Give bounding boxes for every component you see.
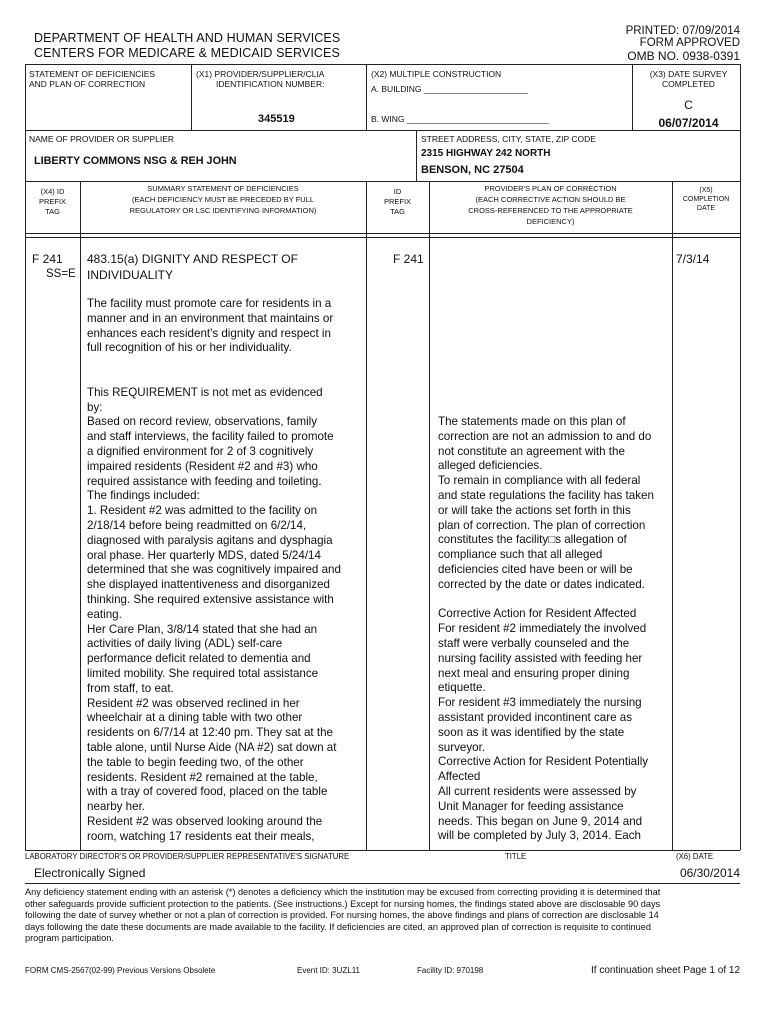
page-number: If continuation sheet Page 1 of 12 bbox=[591, 965, 740, 976]
scope-severity: SS=E bbox=[46, 268, 76, 280]
id-header-3: TAG bbox=[390, 207, 405, 216]
agency-title: CENTERS FOR MEDICARE & MEDICAID SERVICES bbox=[34, 46, 340, 60]
column-header-divider bbox=[25, 233, 740, 234]
x1-label-2: IDENTIFICATION NUMBER: bbox=[216, 79, 325, 89]
survey-code: C bbox=[684, 98, 693, 112]
address-divider bbox=[416, 130, 417, 181]
x4-header-2: PREFIX bbox=[38, 197, 67, 206]
signature-top-border bbox=[25, 850, 740, 851]
plan-tag: F 241 bbox=[393, 252, 424, 266]
disclaimer-text: Any deficiency statement ending with an asterisk (*) denotes a deficiency which the institution may be excused from correcting providing it is determined that other safeguards provide sufficient protection to the patients. (See instructions.) Except for nursing homes, the findings stated above are disclosable 90 days following the date of survey whether or not a plan of correction is provided. For nursing homes, the above findings and plans of correction are disclosable 14 days following the date these documents are made available to the facility. If deficiencies are cited, an approved plan of correction is requisite to continued program participation. bbox=[25, 887, 661, 944]
x4-column-divider bbox=[80, 181, 81, 850]
form-approved: FORM APPROVED bbox=[639, 37, 740, 49]
plan-header-4: DEFICIENCY) bbox=[526, 217, 575, 226]
x5-header-3: DATE bbox=[696, 205, 716, 212]
survey-date: 06/07/2014 bbox=[658, 116, 719, 130]
statement-label-1: STATEMENT OF DEFICIENCIES bbox=[29, 69, 156, 79]
form-number: FORM CMS-2567(02-99) Previous Versions Obsolete bbox=[25, 966, 216, 975]
x3-label-2: COMPLETED bbox=[662, 79, 715, 89]
completion-date: 7/3/14 bbox=[676, 252, 710, 266]
deficiency-tag: F 241 bbox=[32, 252, 63, 266]
title-label: TITLE bbox=[505, 852, 527, 861]
signature-label: LABORATORY DIRECTOR'S OR PROVIDER/SUPPLIER REPRESENTATIVE'S SIGNATURE bbox=[25, 852, 350, 861]
address-line-2: BENSON, NC 27504 bbox=[421, 164, 524, 176]
right-border bbox=[740, 64, 741, 850]
summary-header-3: REGULATORY OR LSC IDENTIFYING INFORMATION) bbox=[129, 206, 317, 215]
wing-field: B. WING ______________________________ bbox=[371, 114, 549, 124]
x3-divider bbox=[632, 64, 633, 130]
printed-date: PRINTED: 07/09/2014 bbox=[625, 25, 740, 37]
x2-divider bbox=[366, 64, 367, 130]
signature-bottom-border bbox=[25, 883, 740, 884]
id-header-2: PREFIX bbox=[383, 197, 412, 206]
id-header-1: ID bbox=[393, 187, 402, 196]
plan-header-3: CROSS-REFERENCED TO THE APPROPRIATE bbox=[468, 206, 633, 215]
x1-divider bbox=[191, 64, 192, 130]
deficiency-title-2: INDIVIDUALITY bbox=[87, 268, 174, 282]
column-header-divider-2 bbox=[25, 237, 740, 238]
plan-header-2: (EACH CORRECTIVE ACTION SHOULD BE bbox=[475, 195, 626, 204]
statement-label-2: AND PLAN OF CORRECTION bbox=[29, 79, 146, 89]
provider-id-number: 345519 bbox=[258, 113, 295, 125]
address-line-1: 2315 HIGHWAY 242 NORTH bbox=[421, 148, 551, 159]
summary-statement: The facility must promote care for residents in a manner and in an environment that maintains or enhances each resident's dignity and respect in full recognition of his or her individuality. This REQUIREMENT is not met as evidenced by: Based on record review, observations, family and staff interviews, the facility failed to promote a dignified environment for 2 of 3 cognitively impaired residents (Resident #2 and #3) who required assistance with feeding and toileting. The findings included: 1. Resident #2 was admitted to the facility on 2/18/14 before being readmitted on 6/2/14, diagnosed with paralysis agitans and dysphagia oral phase. Her quarterly MDS, dated 5/24/14 determined that she was cognitively impaired and she displayed inattentiveness and disorganized thinking. She required extensive assistance with eating. Her Care Plan, 3/8/14 stated that she had an activities of daily living (ADL) self-care performance deficit related to dementia and limited mobility. She required total assistance from staff, to eat. Resident #2 was observed reclined in her wheelchair at a dining table with two other residents on 6/7/14 at 12:40 pm. They sat at the table alone, until Nurse Aide (NA #2) sat down at the table to begin feeding two, of the other residents. Resident #2 remained at the table, with a tray of covered food, placed on the table nearby her. Resident #2 was observed looking around the room, watching 17 residents eat their meals, bbox=[87, 297, 341, 843]
deficiency-title-1: 483.15(a) DIGNITY AND RESPECT OF bbox=[87, 252, 298, 266]
summary-column-divider bbox=[366, 181, 367, 850]
facility-id: Facility ID: 970198 bbox=[417, 966, 484, 975]
building-field: A. BUILDING ______________________ bbox=[371, 84, 528, 94]
x6-date-label: (X6) DATE bbox=[676, 852, 714, 861]
summary-header-2: (EACH DEFICIENCY MUST BE PRECEDED BY FULL bbox=[131, 195, 315, 204]
omb-number: OMB NO. 0938-0391 bbox=[627, 49, 740, 63]
plan-header-1: PROVIDER'S PLAN OF CORRECTION bbox=[484, 184, 617, 193]
x2-label: (X2) MULTIPLE CONSTRUCTION bbox=[371, 69, 502, 79]
provider-row-divider bbox=[25, 181, 740, 182]
plan-column-divider bbox=[672, 181, 673, 850]
department-title: DEPARTMENT OF HEALTH AND HUMAN SERVICES bbox=[34, 31, 341, 45]
id-column-divider bbox=[429, 181, 430, 850]
row-divider bbox=[25, 130, 740, 131]
x3-label-1: (X3) DATE SURVEY bbox=[649, 69, 728, 79]
x4-header-1: (X4) ID bbox=[40, 187, 65, 196]
signature-date: 06/30/2014 bbox=[679, 866, 740, 880]
x1-label-1: (X1) PROVIDER/SUPPLIER/CLIA bbox=[196, 69, 325, 79]
address-label: STREET ADDRESS, CITY, STATE, ZIP CODE bbox=[421, 134, 596, 144]
event-id: Event ID: 3UZL11 bbox=[297, 966, 360, 975]
signature-value: Electronically Signed bbox=[34, 866, 146, 880]
summary-header-1: SUMMARY STATEMENT OF DEFICIENCIES bbox=[147, 184, 299, 193]
x5-header-1: (X5) bbox=[699, 187, 713, 194]
provider-name: LIBERTY COMMONS NSG & REH JOHN bbox=[34, 155, 237, 167]
plan-of-correction: The statements made on this plan of correction are not an admission to and do not constitute an agreement with the alleged deficiencies. To remain in compliance with all federal and state regulations the facility has taken or will take the actions set forth in this plan of correction. The plan of correction constitutes the facility□s allegation of compliance such that all alleged deficiencies cited have been or will be corrected by the date or dates indicated. Corrective Action for Resident Affected For resident #2 immediately the involved staff were verbally counseled and the nursing facility assisted with feeding her next meal and ensuring proper dining etiquette. For resident #3 immediately the nursing assistant provided incontinent care as soon as it was identified by the state surveyor. Corrective Action for Resident Potentially Affected All current residents were assessed by Unit Manager for feeding assistance needs. This began on June 9, 2014 and will be completed by July 3, 2014. Each bbox=[438, 415, 654, 843]
provider-name-label: NAME OF PROVIDER OR SUPPLIER bbox=[29, 134, 174, 144]
x5-header-2: COMPLETION bbox=[682, 196, 730, 203]
x4-header-3: TAG bbox=[45, 207, 60, 216]
left-border bbox=[25, 64, 26, 850]
